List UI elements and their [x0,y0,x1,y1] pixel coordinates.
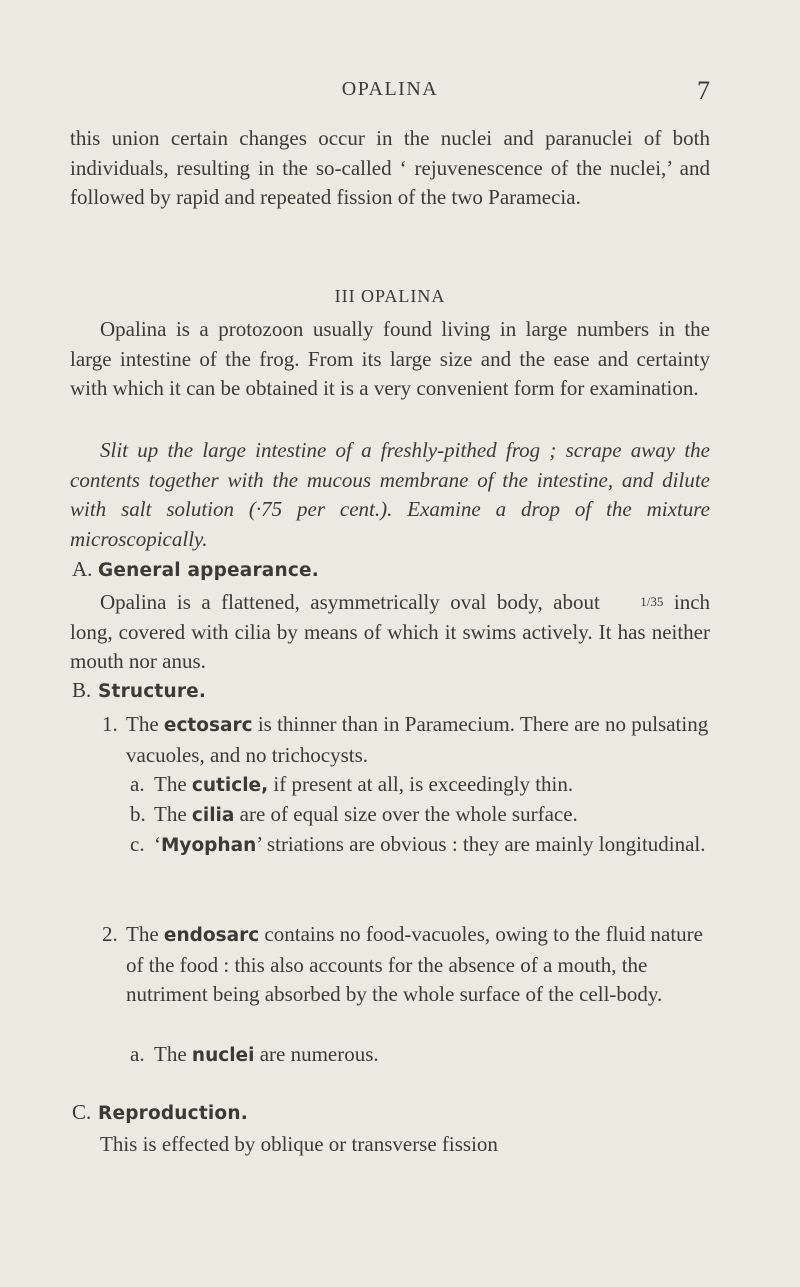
item-letter: b. [130,802,146,826]
text-segment: are numerous. [259,1042,379,1066]
bold-term: ectosarc [163,715,253,736]
text-segment: Opalina is a flattened, asymmetrically oval body, about [100,590,600,614]
text-segment: ’ striations are obvious : they are mainly longitudinal. [256,832,706,856]
heading-text: Structure. [98,681,207,702]
bold-term: cuticle, [191,775,269,796]
paragraph-general-appearance [70,587,710,677]
text-segment: The [126,922,159,946]
item-text [102,920,710,1010]
bold-term: cilia [191,805,235,826]
paragraph-reproduction: This is effected by oblique or transverse fission [100,1132,498,1156]
text-segment: The [154,772,187,796]
text-segment: inch long, covered with cilia by means of which it swims actively. It has neither mouth nor anus. [70,590,711,673]
list-item [102,710,710,770]
heading-general-appearance [72,557,319,582]
heading-reproduction [72,1100,248,1125]
heading-label: C. [72,1100,92,1124]
text-segment: are of equal size over the whole surface. [239,802,578,826]
item-text [130,770,710,801]
list-item [130,800,710,831]
fraction: 1/35 [640,594,664,609]
heading-text: General appearance. [98,560,319,581]
list-item [130,770,710,801]
heading-label: A. [72,557,93,581]
bold-term: Myophan [161,835,257,856]
bold-term: endosarc [163,925,260,946]
section-title: III OPALINA [334,286,446,306]
text-segment: contains no food-vacuoles, owing to the fluid nature of the food : this also accounts for the absence of a mouth, the nutriment being absorbed by the whole surface of the cell-body. [126,922,703,1006]
heading-text: Reproduction. [98,1103,248,1124]
item-number: 1. [102,712,118,736]
list-item [130,1040,710,1071]
text-segment: ‘ [154,832,161,856]
list-item [102,920,710,1010]
item-letter: c. [130,832,145,856]
text-segment: is thinner than in Paramecium. There are no pulsating vacuoles, and no trichocysts. [126,712,709,767]
bold-term: nuclei [191,1045,255,1066]
item-number: 2. [102,922,118,946]
heading-structure [72,678,206,703]
item-text [130,1040,710,1071]
item-text [102,710,710,770]
page-number: 7 [697,76,710,105]
paragraph-instructions: Slit up the large intestine of a freshly-pithed frog ; scrape away the contents together with the mucous membrane of the intestine, and dilute with salt solution (·75 per cent.). Examine a drop of the mixture microscopically. [70,438,710,551]
item-letter: a. [130,1042,145,1066]
text-segment: The [126,712,159,736]
item-letter: a. [130,772,145,796]
running-head: OPALINA [341,78,439,100]
item-text [130,800,710,831]
heading-label: B. [72,678,92,702]
text-segment: The [154,802,187,826]
list-item [130,830,710,861]
text-segment: if present at all, is exceedingly thin. [273,772,574,796]
paragraph-continuation: this union certain changes occur in the nuclei and paranuclei of both individuals, resulting in the so-called ‘ rejuvenescence of the nuclei,’ and followed by rapid and repeated fission of the two Paramecia. [70,126,710,209]
paragraph-intro: Opalina is a protozoon usually found living in large numbers in the large intestine of the frog. From its large size and the ease and certainty with which it can be obtained it is a very convenient form for examination. [70,317,710,400]
page-header [70,76,710,106]
text-segment: The [154,1042,187,1066]
item-text [130,830,710,861]
